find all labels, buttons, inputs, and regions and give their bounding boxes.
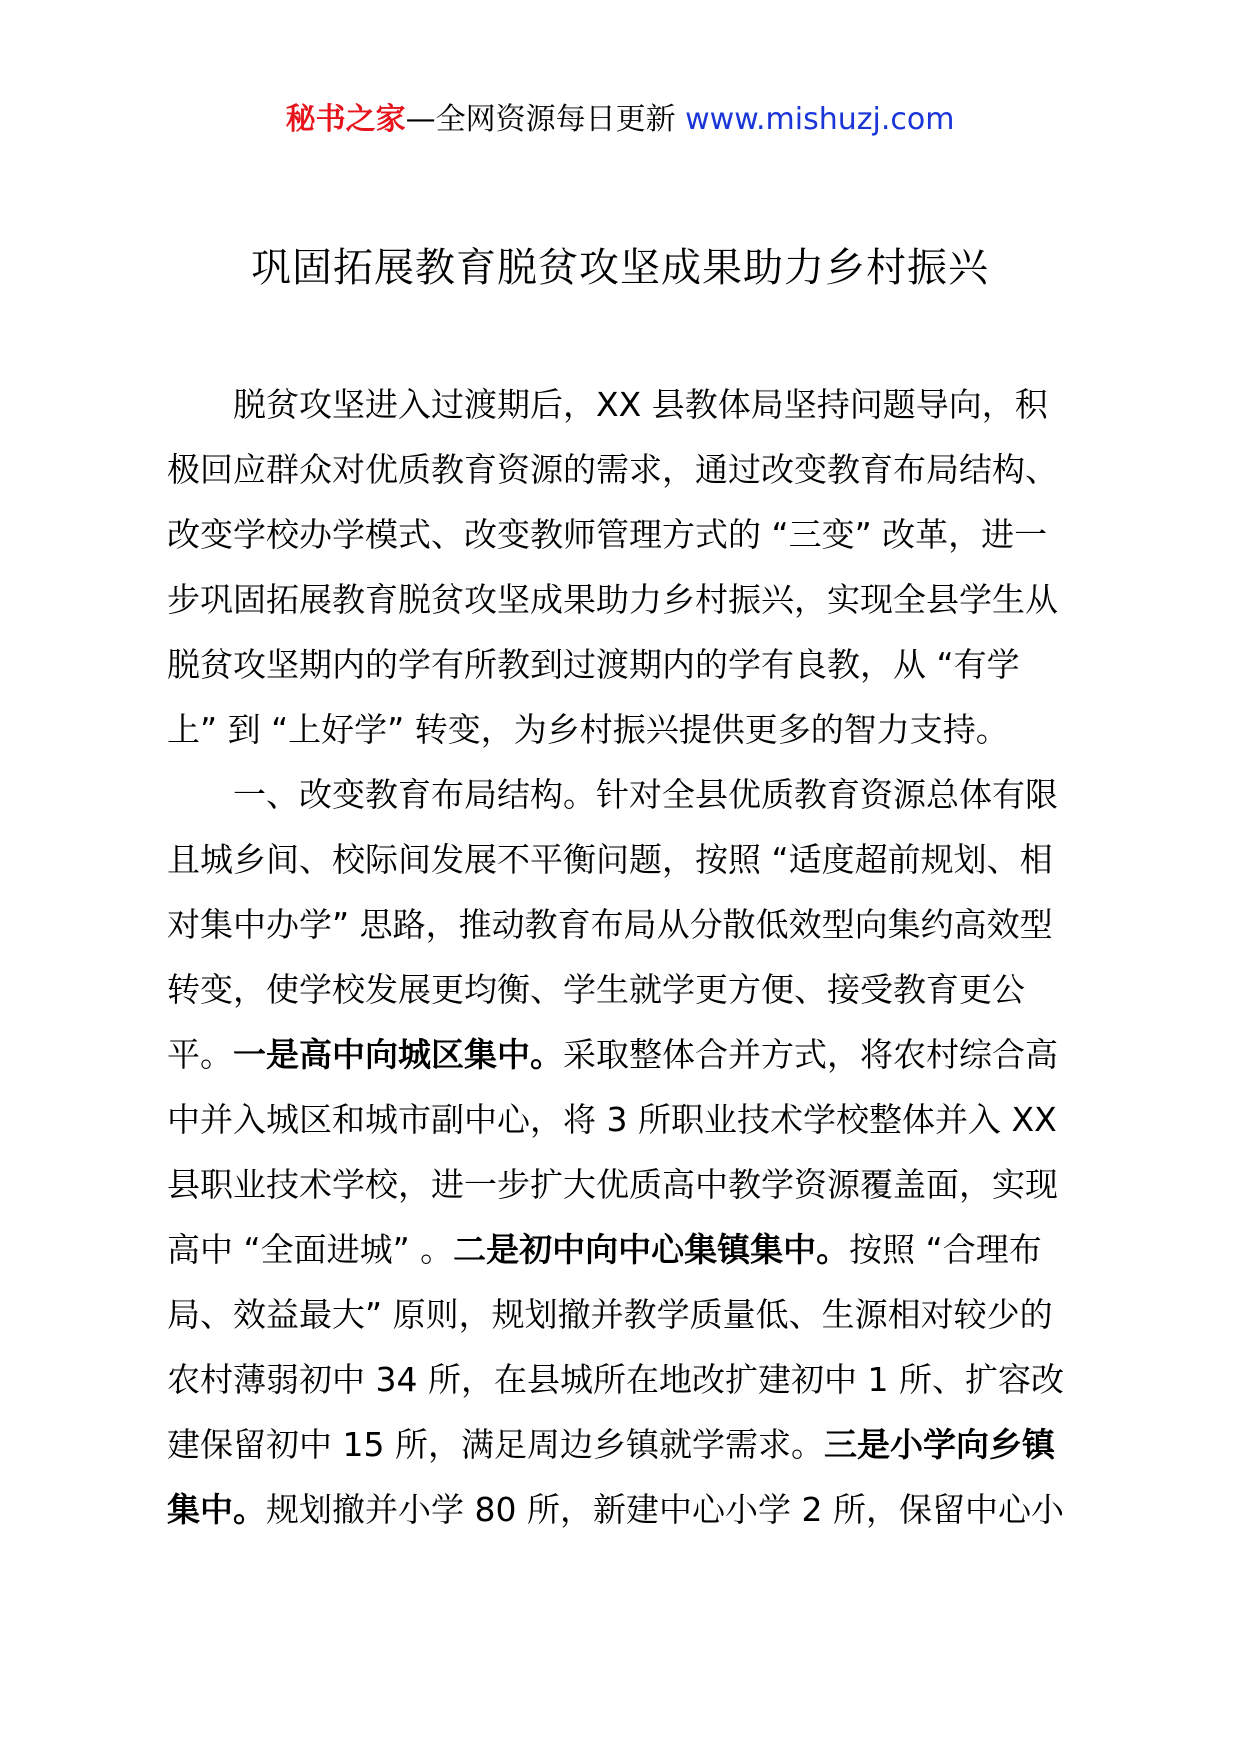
bold-point-heading: 二是初中向中心集镇集中。: [453, 1230, 850, 1269]
paragraph-line: [167, 957, 1077, 1022]
text-segment: 平。: [167, 1035, 233, 1074]
paragraph-line: [167, 567, 1077, 632]
text-segment: 脱贫攻坚期内的学有所教到过渡期内的学有良教，从 “有学: [167, 645, 1020, 684]
text-segment: 局、效益最大” 原则，规划撤并教学质量低、生源相对较少的: [167, 1295, 1053, 1334]
paragraph-line: [167, 827, 1077, 892]
site-tagline: —全网资源每日更新: [405, 102, 686, 137]
bold-point-heading: 一是高中向城区集中。: [233, 1035, 563, 1074]
bold-point-heading: 集中。: [167, 1490, 266, 1529]
text-segment: 建保留初中 15 所，满足周边乡镇就学需求。: [167, 1425, 824, 1464]
paragraph-line: [167, 372, 1077, 437]
bold-point-heading: 三是小学向乡镇: [823, 1425, 1055, 1464]
text-segment: 县职业技术学校，进一步扩大优质高中教学资源覆盖面，实现: [167, 1165, 1058, 1204]
paragraph-line: [167, 1087, 1077, 1152]
text-segment: 且城乡间、校际间发展不平衡问题，按照 “适度超前规划、相: [167, 840, 1053, 879]
paragraph-line: [167, 1152, 1077, 1217]
text-segment: 高中 “全面进城” 。: [167, 1230, 454, 1269]
paragraph-line: [167, 892, 1077, 957]
paragraph-line: [167, 1217, 1077, 1282]
text-segment: 农村薄弱初中 34 所，在县城所在地改扩建初中 1 所、扩容改: [167, 1360, 1064, 1399]
paragraph-line: [167, 1477, 1077, 1542]
text-segment: 采取整体合并方式，将农村综合高: [563, 1035, 1058, 1074]
text-segment: 极回应群众对优质教育资源的需求，通过改变教育布局结构、: [167, 450, 1058, 489]
text-segment: 规划撤并小学 80 所，新建中心小学 2 所，保留中心小: [266, 1490, 1064, 1529]
text-segment: 一、改变教育布局结构。针对全县优质教育资源总体有限: [233, 775, 1058, 814]
paragraph-line: [167, 632, 1077, 697]
document-body: [167, 372, 1077, 1542]
text-segment: 上” 到 “上好学” 转变，为乡村振兴提供更多的智力支持。: [167, 710, 1009, 749]
site-header: [0, 98, 1240, 142]
text-segment: 改变学校办学模式、改变教师管理方式的 “三变” 改革，进一: [167, 515, 1048, 554]
text-segment: 按照 “合理布: [849, 1230, 1042, 1269]
site-url-link[interactable]: www.mishuzj.com: [685, 102, 955, 137]
paragraph-line: [167, 1022, 1077, 1087]
paragraph-line: [167, 502, 1077, 567]
site-brand: 秘书之家: [285, 102, 406, 137]
paragraph-line: [167, 1282, 1077, 1347]
section-heading-line: [167, 762, 1077, 827]
text-segment: 步巩固拓展教育脱贫攻坚成果助力乡村振兴，实现全县学生从: [167, 580, 1058, 619]
text-segment: 中并入城区和城市副中心，将 3 所职业技术学校整体并入 XX: [167, 1100, 1057, 1139]
document-title: 巩固拓展教育脱贫攻坚成果助力乡村振兴: [251, 245, 989, 291]
text-segment: 脱贫攻坚进入过渡期后，XX 县教体局坚持问题导向，积: [233, 385, 1048, 424]
text-segment: 转变，使学校发展更均衡、学生就学更方便、接受教育更公: [167, 970, 1025, 1009]
paragraph-line: [167, 1347, 1077, 1412]
paragraph-line: [167, 697, 1077, 762]
paragraph-line: [167, 1412, 1077, 1477]
paragraph-line: [167, 437, 1077, 502]
text-segment: 对集中办学” 思路，推动教育布局从分散低效型向集约高效型: [167, 905, 1053, 944]
